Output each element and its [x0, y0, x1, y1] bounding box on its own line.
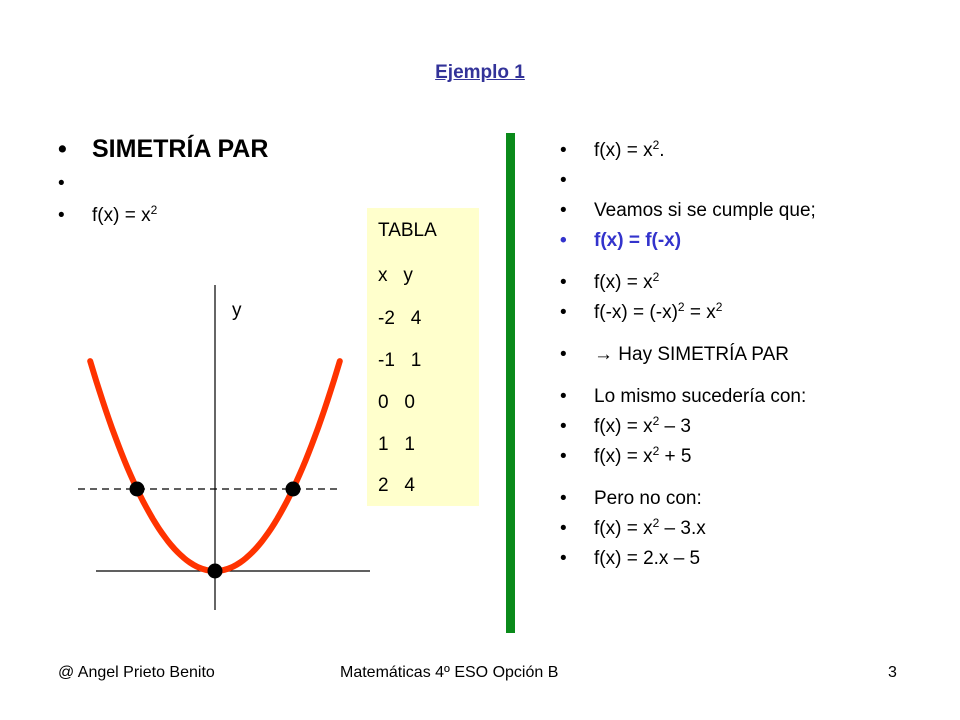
parabola-graph: [70, 280, 370, 615]
heading-bullet: [58, 130, 268, 168]
list-item: • $f(x) = x^2 + 5$: [560, 442, 816, 472]
function-text: f(x) = x: [92, 205, 151, 226]
list-item: • $f(x) = x^2$: [560, 268, 816, 298]
arrow-icon: →: [594, 344, 613, 365]
table-row: 1 1: [378, 434, 415, 455]
left-bullet-list: [58, 130, 268, 232]
list-item: • → Hay SIMETRÍA PAR: [560, 340, 816, 370]
table-row: 0 0: [378, 392, 415, 413]
slide-title: Ejemplo 1: [435, 62, 525, 83]
graph-point: [130, 482, 145, 497]
value-table: [367, 208, 479, 506]
list-item: • Lo mismo sucedería con:: [560, 382, 816, 412]
right-bullet-list: [560, 136, 816, 574]
list-item: • $f(x) = x^2 - 3$: [560, 412, 816, 442]
list-item: • $f(x) = x^2 - 3.x$: [560, 514, 816, 544]
list-item: • $f(x) = x^2$.: [560, 136, 816, 166]
table-row: -1 1: [378, 350, 422, 371]
list-item: • Pero no con:: [560, 484, 816, 514]
y-axis-label: y: [232, 300, 242, 321]
empty-bullet: [58, 168, 268, 200]
list-item: • f(x) = f(-x): [560, 226, 816, 256]
graph-point: [286, 482, 301, 497]
table-header: x y: [378, 265, 413, 286]
list-item: • Veamos si se cumple que;: [560, 196, 816, 226]
list-item: [560, 166, 816, 196]
table-row: 2 4: [378, 475, 415, 496]
table-title: TABLA: [378, 220, 437, 241]
function-bullet: [58, 200, 268, 232]
graph-point: [208, 564, 223, 579]
footer-course: Matemáticas 4º ESO Opción B: [340, 664, 559, 681]
green-divider: [506, 133, 515, 633]
footer-author: @ Angel Prieto Benito: [58, 664, 215, 681]
symmetry-heading: SIMETRÍA PAR: [92, 135, 269, 163]
exponent: 2: [150, 203, 158, 217]
list-item: • $f(-x) = (-x)^2 = x^2$: [560, 298, 816, 328]
table-row: -2 4: [378, 308, 422, 329]
footer-page-number: 3: [888, 664, 897, 681]
list-item: • f(x) = 2.x – 5: [560, 544, 816, 574]
